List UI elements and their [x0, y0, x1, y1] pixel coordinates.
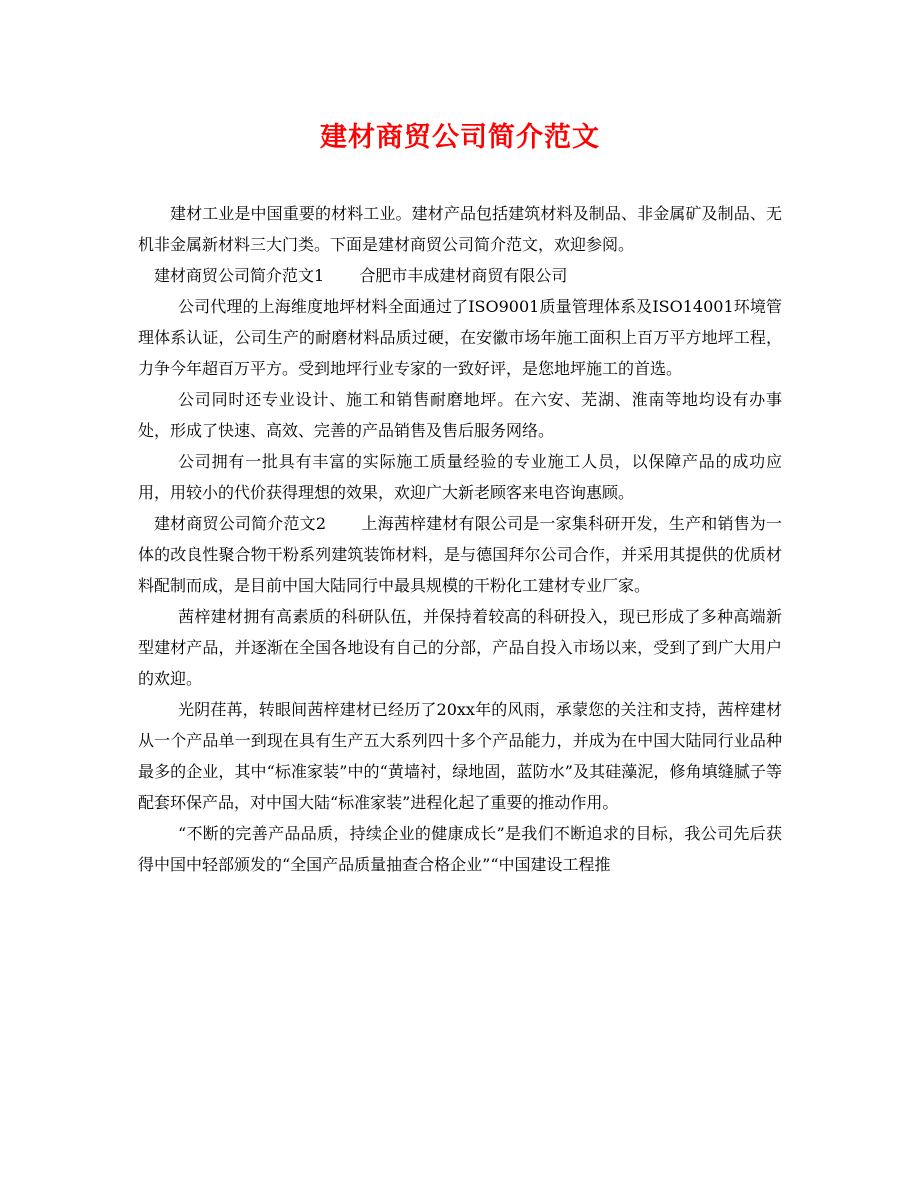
- document-body: [138, 198, 782, 880]
- intro-paragraph: 建材工业是中国重要的材料工业。建材产品包括建筑材料及制品、非金属矿及制品、无机非金属新材料三大门类。下面是建材商贸公司简介范文，欢迎参阅。: [138, 204, 782, 254]
- section1-paragraph-1: 公司代理的上海维度地坪材料全面通过了ISO9001质量管理体系及ISO14001环境管理体系认证，公司生产的耐磨材料品质过硬，在安徽市场年施工面积上百万平方地坪工程，力争今年超百万平方。受到地坪行业专家的一致好评，是您地坪施工的首选。: [138, 297, 782, 378]
- document-title: 建材商贸公司简介范文: [320, 122, 600, 153]
- section2-lead: 上海茜梓建材有限公司是一家集科研开发，生产和销售为一体的改良性聚合物干粉系列建筑装饰材料，是与德国拜尔公司合作，并采用其提供的优质材料配制而成，是目前中国大陆同行中最具规模的干粉化工建材专业厂家。: [138, 514, 782, 595]
- section2-heading: 建材商贸公司简介范文2: [154, 514, 327, 533]
- section2-paragraph-3: “不断的完善产品品质，持续企业的健康成长”是我们不断追求的目标，我公司先后获得中国中轻部颁发的“全国产品质量抽查合格企业”“中国建设工程推: [138, 824, 782, 874]
- section1-lead: 合肥市丰成建材商贸有限公司: [359, 266, 568, 285]
- section1-heading-line: [138, 260, 782, 291]
- section1-heading: 建材商贸公司简介范文1: [154, 266, 325, 285]
- section2-paragraph-1: 茜梓建材拥有高素质的科研队伍，并保持着较高的科研投入，现已形成了多种高端新型建材产品，并逐渐在全国各地设有自己的分部，产品自投入市场以来，受到了到广大用户的欢迎。: [138, 607, 782, 688]
- section1-paragraph-2: 公司同时还专业设计、施工和销售耐磨地坪。在六安、芜湖、淮南等地均设有办事处，形成了快速、高效、完善的产品销售及售后服务网络。: [138, 390, 782, 440]
- section2-heading-line: [138, 508, 782, 601]
- section1-paragraph-3: 公司拥有一批具有丰富的实际施工质量经验的专业施工人员，以保障产品的成功应用，用较小的代价获得理想的效果，欢迎广大新老顾客来电咨询惠顾。: [138, 452, 782, 502]
- section2-paragraph-2: 光阴荏苒，转眼间茜梓建材已经历了20xx年的风雨，承蒙您的关注和支持，茜梓建材从一个产品单一到现在具有生产五大系列四十多个产品能力，并成为在中国大陆同行业品种最多的企业，其中“标准家装”中的“黄墙衬，绿地固，蓝防水”及其硅藻泥，修角填缝腻子等配套环保产品，对中国大陆“标准家装”进程化起了重要的推动作用。: [138, 700, 782, 812]
